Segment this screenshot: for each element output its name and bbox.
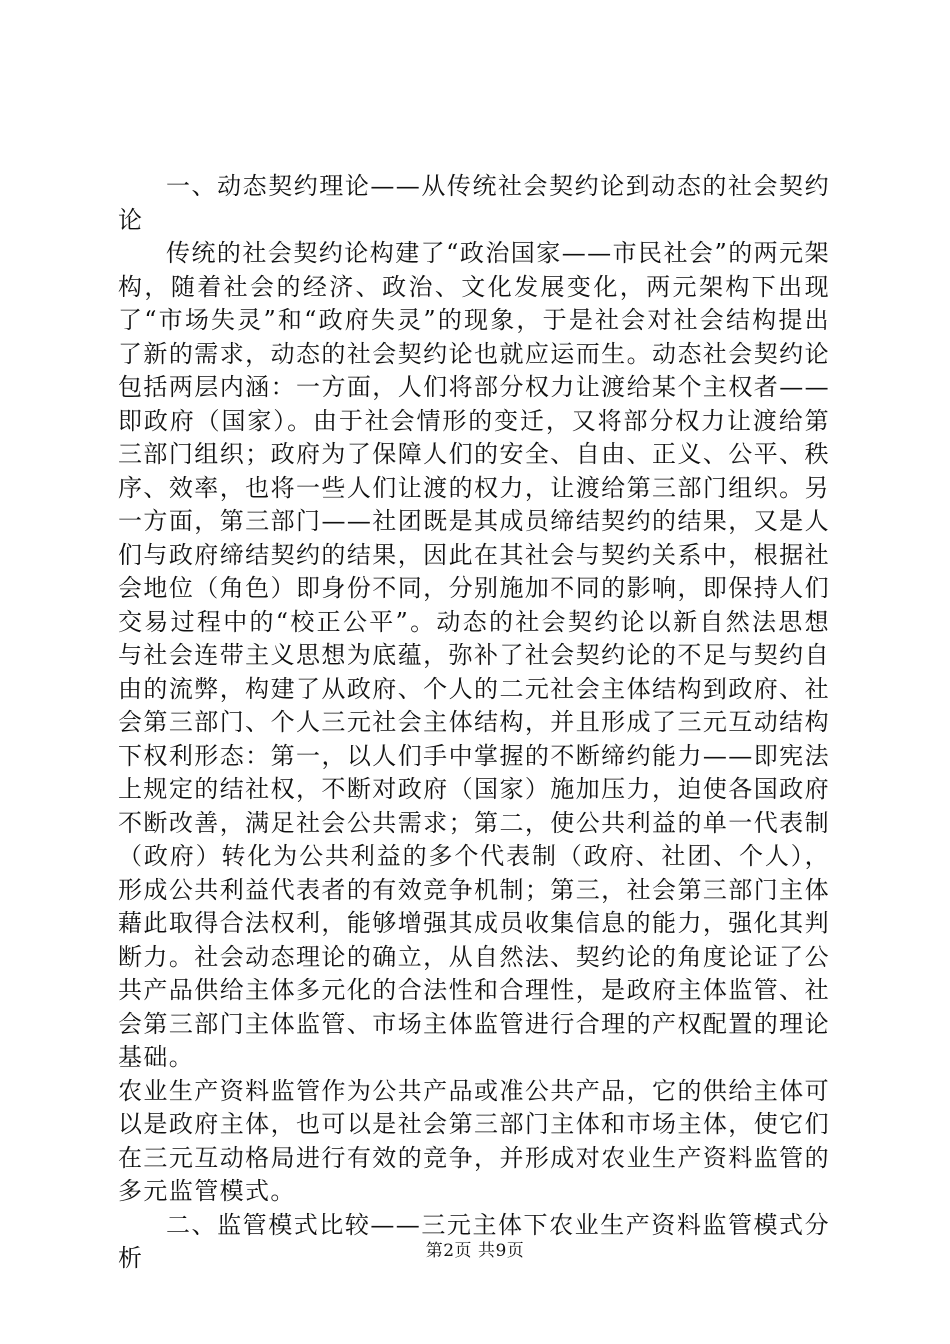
- body-paragraph-1: 传统的社会契约论构建了“政治国家——市民社会”的两元架构，随着社会的经济、政治、文化发展变化，两元架构下出现了“市场失灵”和“政府失灵”的现象，于是社会对社会结构提出了新的需求，动态的社会契约论也就应运而生。动态社会契约论包括两层内涵：一方面，人们将部分权力让渡给某个主权者——即政府（国家）。由于社会情形的变迁，又将部分权力让渡给第三部门组织；政府为了保障人们的安全、自由、正义、公平、秩序、效率，也将一些人们让渡的权力，让渡给第三部门组织。另一方面，第三部门——社团既是其成员缔结契约的结果，又是人们与政府缔结契约的结果，因此在其社会与契约关系中，根据社会地位（角色）即身份不同，分别施加不同的影响，即保持人们交易过程中的“校正公平”。动态的社会契约论以新自然法思想与社会连带主义思想为底蕴，弥补了社会契约论的不足与契约自由的流弊，构建了从政府、个人的二元社会主体结构到政府、社会第三部门、个人三元社会主体结构，并且形成了三元互动结构下权利形态：第一，以人们手中掌握的不断缔约能力——即宪法上规定的结社权，不断对政府（国家）施加压力，迫使各国政府不断改善，满足社会公共需求；第二，使公共利益的单一代表制（政府）转化为公共利益的多个代表制（政府、社团、个人），形成公共利益代表者的有效竞争机制；第三，社会第三部门主体藉此取得合法权利，能够增强其成员收集信息的能力，强化其判断力。社会动态理论的确立，从自然法、契约论的角度论证了公共产品供给主体多元化的合法性和合理性，是政府主体监管、社会第三部门主体监管、市场主体监管进行合理的产权配置的理论基础。: [118, 239, 830, 1071]
- section-heading-2: 二、监管模式比较——三元主体下农业生产资料监管模式分析: [118, 1210, 830, 1272]
- page-footer: 第2页 共9页: [425, 1241, 525, 1261]
- body-paragraph-2: 农业生产资料监管作为公共产品或准公共产品，它的供给主体可以是政府主体，也可以是社会第三部门主体和市场主体，使它们在三元互动格局进行有效的竞争，并形成对农业生产资料监管的多元监管模式。: [118, 1076, 830, 1205]
- section-heading-1: 一、动态契约理论——从传统社会契约论到动态的社会契约论: [118, 172, 830, 234]
- document-body: [118, 170, 830, 1276]
